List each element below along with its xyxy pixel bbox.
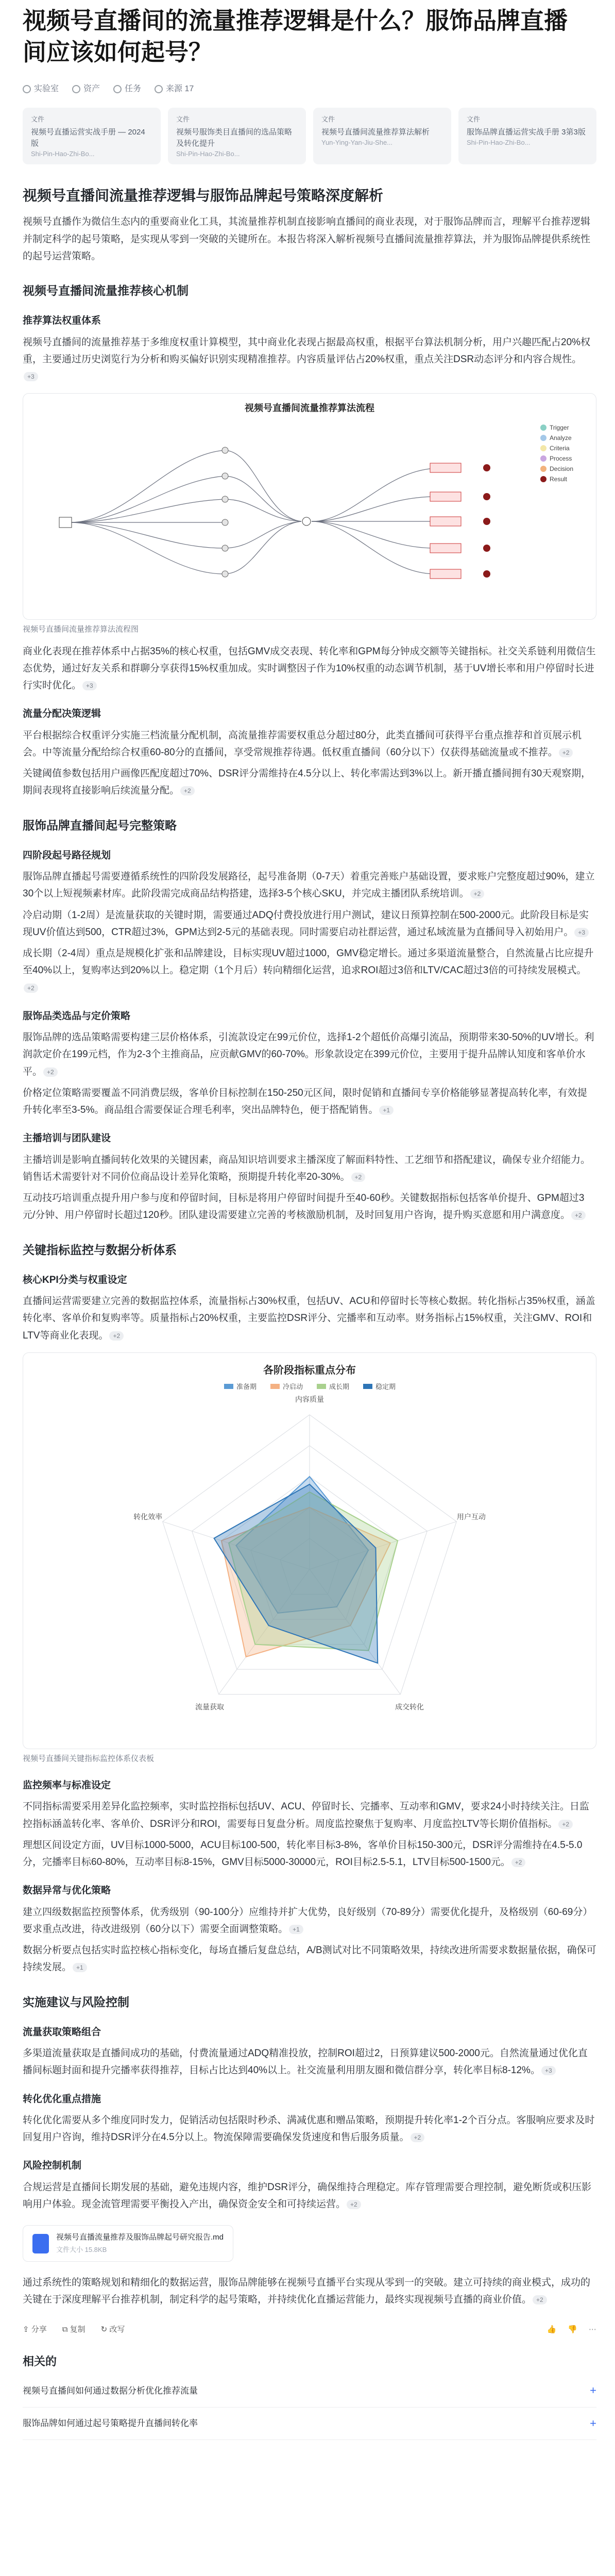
- meta-sources[interactable]: 来源 17: [155, 82, 194, 96]
- copy-button[interactable]: ⧉ 复制: [62, 2325, 86, 2334]
- source-cards: [23, 108, 596, 164]
- flow-legend: [540, 424, 573, 483]
- source-icon: [155, 85, 163, 93]
- paragraph: 视频号直播间的流量推荐基于多维度权重计算模型，其中商业化表现占据最高权重，根据平台算法机制分析，用户兴趣匹配占20%权重，主要通过历史浏览行为分析和购买偏好识别实现精准推荐。内容质量评估占20%权重，重点关注DSR动态评分和内容合规性。+3: [23, 336, 591, 381]
- subsection-heading: 四阶段起号路径规划: [23, 850, 111, 861]
- paragraph: 价格定位策略需要覆盖不同消费层级，客单价目标控制在150-250元区间，限时促销和直播间专享价格能够显著提高转化率，有效提升转化率至3-5%。商品组合需要保证合理毛利率，突出品牌特色，便于搭配销售。 +1: [23, 1087, 587, 1116]
- subsection-heading: 数据异常与优化策略: [23, 1885, 111, 1896]
- subsection-heading: 流量分配决策逻辑: [23, 708, 101, 720]
- radar-svg: [23, 1353, 596, 1749]
- rewrite-button[interactable]: ↻ 改写: [100, 2325, 125, 2334]
- source-card[interactable]: 文件 视频号直播运营实战手册 — 2024版 Shi-Pin-Hao-Zhi-Bo...: [23, 108, 161, 164]
- subsection-heading: 推荐算法权重体系: [23, 315, 101, 327]
- radar-chart: [23, 1352, 596, 1749]
- section-heading: 视频号直播间流量推荐核心机制: [23, 284, 189, 298]
- svg-text:Result: Result: [550, 476, 568, 483]
- conclusion-paragraph: 通过系统性的策略规划和精细化的数据运营，服饰品牌能够在视频号直播平台实现从零到一的突破。建立可持续的商业模式，成功的关键在于深度理解平台推荐机制，制定科学的起号策略，并持续优化直播运营能力，最终实现视频号直播的商业价值。 +2: [23, 2277, 591, 2306]
- subsection-heading: 服饰品类选品与定价策略: [23, 1010, 131, 1022]
- radar-title: 各阶段指标重点分布: [263, 1364, 356, 1376]
- flow-svg: [23, 394, 596, 619]
- meta-tasks[interactable]: 任务: [113, 82, 141, 96]
- meta-bar: [23, 82, 596, 96]
- related-item[interactable]: 服饰品牌如何通过起号策略提升直播间转化率 +: [23, 2408, 596, 2441]
- assets-icon: [72, 85, 80, 93]
- paragraph: 关键阈值参数包括用户画像匹配度超过70%、DSR评分需维持在4.5分以上、转化率需达到3%以上。新开播直播间拥有30天观察期，期间表现将直接影响后续流量分配。 +2: [23, 768, 591, 796]
- action-bar: [23, 2317, 596, 2343]
- paragraph: 平台根据综合权重评分实施三档流量分配机制，高流量推荐需要权重总分超过80分，此类直播间可获得平台重点推荐和首页展示机会。中等流量分配给综合权重60-80分的直播间，享受常规推荐待遇。低权重直播间（60分以下）仅获得基础流量或不推荐。 +2: [23, 730, 582, 758]
- radar-axis-label: 用户互动: [456, 1512, 486, 1521]
- radar-axis-label: 转化效率: [133, 1512, 163, 1521]
- radar-axis-label: 成交转化: [395, 1702, 424, 1711]
- radar-axis-label: 内容质量: [295, 1395, 324, 1403]
- like-icon[interactable]: 👍: [546, 2325, 557, 2334]
- paragraph: 成长期（2-4周）重点是规模化扩张和品牌建设，目标实现UV超过1000，GMV稳定增长。通过多渠道流量整合，自然流量占比应提升至40%以上，复购率达到20%以上。稳定期（1个月后）转向精细化运营，追求ROI超过3倍和LTV/CAC超过3倍的可持续发展模式。+2: [23, 948, 594, 992]
- section-heading: 关键指标监控与数据分析体系: [23, 1243, 177, 1257]
- subsection-heading: 监控频率与标准设定: [23, 1780, 111, 1791]
- section-heading: 服饰品牌直播间起号完整策略: [23, 818, 177, 832]
- legend-swatch: [317, 1384, 326, 1389]
- legend-swatch: [363, 1384, 372, 1389]
- paragraph: 服饰品牌直播起号需要遵循系统性的四阶段发展路径，起号准备期（0-7天）着重完善账户基础设置，要求账户完整度超过90%，建立30个以上短视频素材库。此阶段需完成商品结构搭建，选择3-5个核心SKU，并完成主播团队系统培训。 +2: [23, 871, 595, 900]
- flow-diagram: [23, 393, 596, 620]
- paragraph: 互动技巧培训重点提升用户参与度和停留时间，目标是将用户停留时间提升至40-60秒。关键数据指标包括客单价提升、GPM超过3元/分钟、用户停留时长超过120秒。团队建设需要建立完善的考核激励机制，及时回复用户咨询，提升购买意愿和用户满意度。 +2: [23, 1190, 596, 1224]
- paragraph: 直播间运营需要建立完善的数据监控体系，流量指标占30%权重，包括UV、ACU和停留时长等核心数据。转化指标占35%权重，涵盖转化率、客单价和复购率等。质量指标占20%权重，主要监控DSR评分、完播率和互动率。财务指标占15%权重，关注GMV、ROI和LTV等商业化表现。 +2: [23, 1296, 595, 1341]
- dislike-icon[interactable]: 👎: [568, 2325, 577, 2334]
- related-title: 相关的: [23, 2354, 57, 2368]
- related-item[interactable]: 视频号直播间如何通过数据分析优化推荐流量 +: [23, 2375, 596, 2408]
- plus-icon: +: [590, 2384, 596, 2397]
- more-icon[interactable]: ⋯: [589, 2325, 596, 2334]
- svg-text:Trigger: Trigger: [550, 424, 569, 432]
- subsection-heading: 核心KPI分类与权重设定: [23, 1274, 127, 1285]
- subsection-heading: 流量获取策略组合: [23, 2026, 101, 2038]
- report-title: 视频号直播间流量推荐逻辑与服饰品牌起号策略深度解析: [23, 188, 384, 204]
- section-heading: 实施建议与风险控制: [23, 1995, 129, 2009]
- subsection-heading: 转化优化重点措施: [23, 2093, 101, 2105]
- paragraph: 转化优化需要从多个维度同时发力，促销活动包括限时秒杀、满减优惠和赠品策略，预期提升转化率1-2个百分点。客服响应要求及时回复用户咨询，维持DSR评分在4.5分以上。物流保障需要确保发货速度和售后服务质量。 +2: [23, 2114, 595, 2143]
- radar-axis-label: 流量获取: [195, 1702, 225, 1711]
- legend-label: 冷启动: [283, 1382, 303, 1391]
- svg-text:Decision: Decision: [550, 465, 574, 473]
- decision-node: [302, 517, 311, 526]
- task-icon: [113, 85, 122, 93]
- file-icon: [32, 2234, 49, 2253]
- analyze-nodes: [222, 447, 228, 577]
- paragraph: 建立四级数据监控预警体系，优秀级别（90-100分）应维持并扩大优势，良好级别（70-89分）需要优化提升，及格级别（60-69分）要求重点改进，待改进级别（60分以下）需要全面调整策略。 +1: [23, 1906, 593, 1935]
- paragraph: 主播培训是影响直播间转化效果的关键因素，商品知识培训要求主播深度了解面料特性、工艺细节和搭配建议，确保专业介绍能力。销售话术需要针对不同价位商品设计差异化策略，预期提升转化率20-30%。 +2: [23, 1154, 591, 1182]
- result-nodes: [430, 463, 490, 579]
- intro-paragraph: 视频号直播作为微信生态内的重要商业化工具，其流量推荐机制直接影响直播间的商业表现，对于服饰品牌而言，理解平台推荐逻辑并制定科学的起号策略，是实现从零到一突破的关键所在。本报告将深入解析视频号直播间流量推荐算法，并为服饰品牌提供系统性的起号运营策略。: [23, 216, 591, 262]
- source-card[interactable]: 文件 视频号直播间流量推荐算法解析 Yun-Ying-Yan-Jiu-She...: [313, 108, 451, 164]
- radar-legend: [224, 1383, 396, 1391]
- trigger-node: [59, 517, 72, 528]
- report-file[interactable]: 视频号直播流量推荐及服饰品牌起号研究报告.md 文件大小 15.8KB: [23, 2225, 233, 2262]
- legend-swatch: [224, 1384, 233, 1389]
- source-card[interactable]: 文件 服饰品牌直播运营实战手册 3第3版 Shi-Pin-Hao-Zhi-Bo...: [458, 108, 596, 164]
- subsection-heading: 风险控制机制: [23, 2160, 82, 2172]
- paragraph: 理想区间设定方面，UV目标1000-5000，ACU目标100-500，转化率目标3-8%，客单价目标150-300元，DSR评分需维持在4.5-5.0分，完播率目标60-80%，互动率目标8-15%，GMV目标5000-30000元，ROI目标2.5-5.1，LTV目标500-1500元。 +2: [23, 1839, 583, 1868]
- page-title: 视频号直播间的流量推荐逻辑是什么？服饰品牌直播间应该如何起号？: [23, 7, 568, 65]
- subsection-heading: 主播培训与团队建设: [23, 1133, 111, 1144]
- legend-label: 稳定期: [375, 1382, 396, 1391]
- meta-lab[interactable]: 实验室: [23, 82, 59, 96]
- figure-caption: 视频号直播间关键指标监控体系仪表板: [23, 1754, 155, 1763]
- svg-text:Analyze: Analyze: [550, 434, 572, 442]
- flow-title: 视频号直播间流量推荐算法流程: [245, 403, 374, 414]
- svg-text:Process: Process: [550, 455, 572, 463]
- paragraph: 合规运营是直播间长期发展的基础，避免违规内容，维护DSR评分，确保维持合理稳定。库存管理需要合理控制，避免断货或积压影响用户体验。现金流管理需要平衡投入产出，确保资金安全和可持续运营。 +2: [23, 2181, 592, 2210]
- paragraph: 数据分析要点包括实时监控核心指标变化，每场直播后复盘总结，A/B测试对比不同策略效果，持续改进所需要求数据量依据，确保可持续发展。 +1: [23, 1945, 596, 1973]
- paragraph: 冷启动期（1-2周）是流量获取的关键时期，需要通过ADQ付费投放进行用户测试，建议日预算控制在500-2000元。此阶段目标是实现UV价值达到500，CTR超过3%，GPM达到2-5元的基础表现。同时需要启动社群运营，通过私域流量为直播间导入初始用户。 +3: [23, 909, 589, 938]
- paragraph: 商业化表现在推荐体系中占据35%的核心权重，包括GMV成交表现、转化率和GPM每分钟成交额等关键指标。社交关系链利用微信生态优势，通过好友关系和群聊分享获得15%权重加成。实时调整因子作为10%权重的动态调节机制，基于UV增长率和用户停留时长进行实时优化。 +3: [23, 646, 596, 691]
- paragraph: 服饰品牌的选品策略需要构建三层价格体系，引流款设定在99元价位，选择1-2个超低价高爆引流品，预期带来30-50%的UV增长。利润款定价在199元档，作为2-3个主推商品，应贡献GMV的60-70%。形象款设定在399元价位，主要用于提升品牌认知度和客单价水平。 +2: [23, 1032, 594, 1077]
- share-button[interactable]: ⇪ 分享: [23, 2325, 47, 2334]
- paragraph: 多渠道流量获取是直播间成功的基础，付费流量通过ADQ精准投放，控制ROI超过2，日预算建议500-2000元。自然流量通过优化直播间标题封面和提升完播率获得推荐，目标占比达到40%以上。社交流量利用朋友圈和微信群分享，转化率目标8-12%。 +3: [23, 2048, 588, 2076]
- meta-assets[interactable]: 资产: [72, 82, 100, 96]
- source-card[interactable]: 文件 视频号服饰类目直播间的选品策略及转化提升 Shi-Pin-Hao-Zhi-Bo...: [168, 108, 306, 164]
- legend-label: 成长期: [329, 1382, 350, 1391]
- plus-icon: +: [590, 2416, 596, 2430]
- related-section: [23, 2352, 596, 2441]
- paragraph: 不同指标需要采用差异化监控频率，实时监控指标包括UV、ACU、停留时长、完播率、互动率和GMV，要求24小时持续关注。日监控指标涵盖转化率、客单价、DSR评分和ROI，需要每日复盘分析。周度监控聚焦于复购率、月度监控LTV等长期价值指标。 +2: [23, 1801, 589, 1829]
- legend-label: 准备期: [236, 1382, 257, 1391]
- svg-text:Criteria: Criteria: [550, 445, 570, 452]
- legend-swatch: [270, 1384, 280, 1389]
- lab-icon: [23, 85, 31, 93]
- figure-caption: 视频号直播间流量推荐算法流程图: [23, 625, 139, 634]
